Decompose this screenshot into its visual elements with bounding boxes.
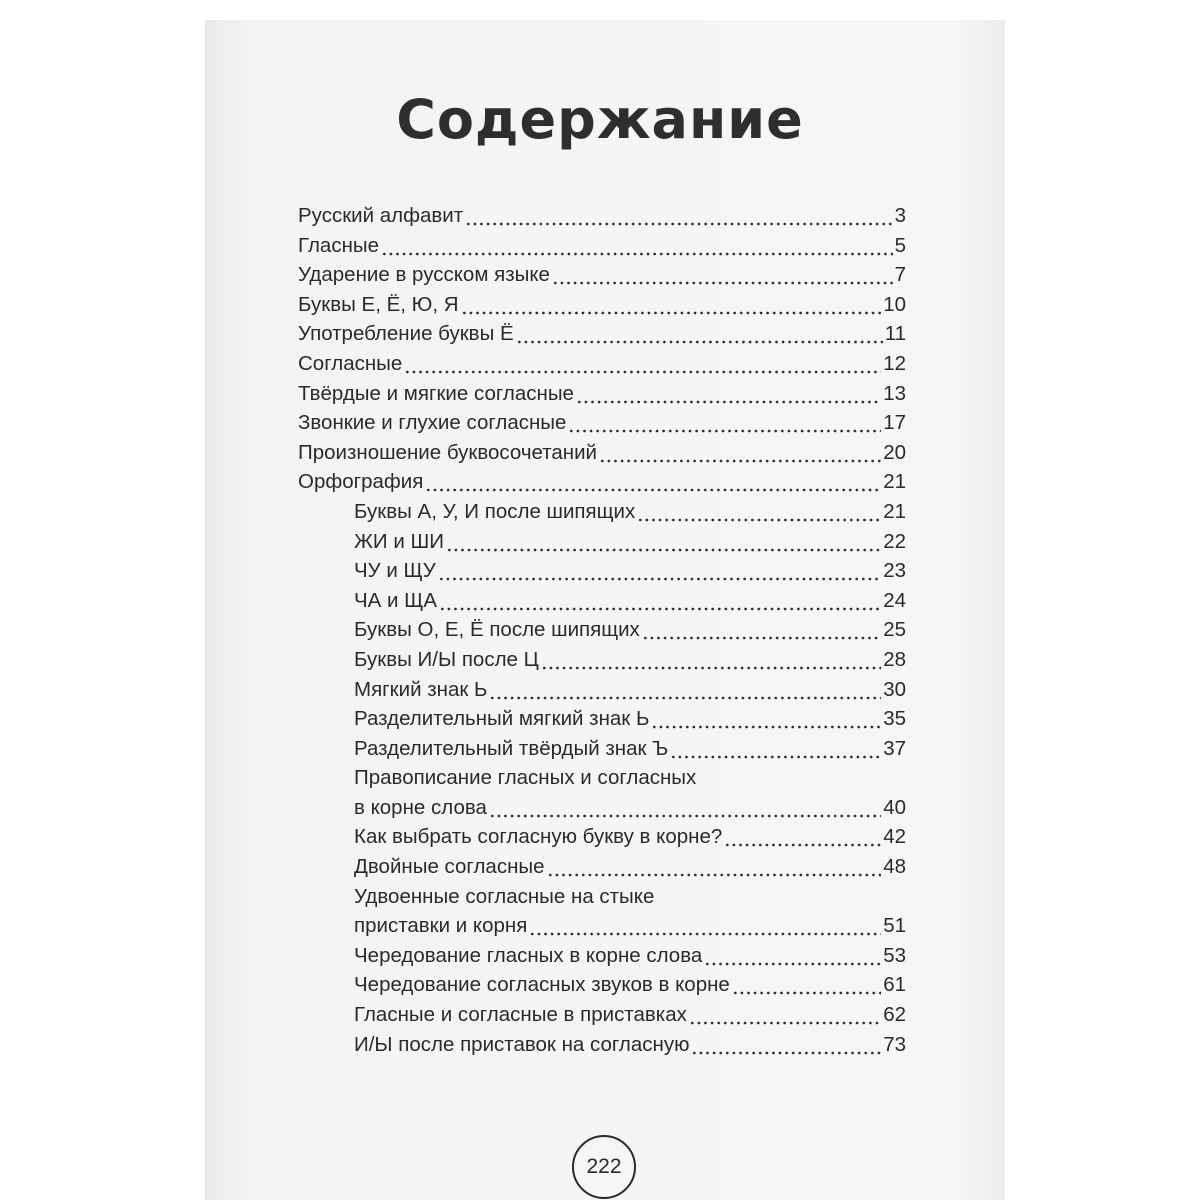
dot-leader xyxy=(489,793,881,823)
toc-entry-page: 21 xyxy=(883,470,906,494)
toc-entry-page: 25 xyxy=(883,618,906,642)
toc-entry-label: Как выбрать согласную букву в корне? xyxy=(354,825,723,849)
toc-entry-page: 48 xyxy=(883,855,906,879)
dot-leader xyxy=(404,349,881,379)
toc-entry xyxy=(298,467,906,497)
toc-subentry xyxy=(298,734,906,764)
dot-leader xyxy=(552,260,893,290)
toc-entry xyxy=(298,290,906,320)
toc-entry xyxy=(298,408,906,438)
toc-entry-label: И/Ы после приставок на согласную xyxy=(354,1032,690,1056)
toc-entry-page: 73 xyxy=(883,1032,906,1056)
toc-entry-page: 53 xyxy=(883,943,906,967)
dot-leader xyxy=(670,734,881,764)
toc-entry-label: Русский алфавит xyxy=(298,204,464,227)
toc-subentry xyxy=(298,1030,906,1060)
toc-subentry xyxy=(298,970,906,1000)
toc-subentry xyxy=(298,497,906,527)
toc-entry xyxy=(298,201,906,231)
table-of-contents xyxy=(298,201,906,1059)
toc-entry-label: в корне слова xyxy=(354,795,487,819)
dot-leader xyxy=(516,319,883,349)
toc-entry-label: Согласные xyxy=(298,351,403,375)
toc-entry-label: Разделительный мягкий знак Ь xyxy=(354,707,650,731)
toc-subentry xyxy=(298,822,906,852)
toc-entry-label: Гласные и согласные в приставках xyxy=(354,1003,687,1027)
page-title: Содержание xyxy=(396,88,804,151)
toc-entry-label: Буквы О, Е, Ё после шипящих xyxy=(354,618,640,642)
toc-entry-label: Двойные согласные xyxy=(354,855,545,879)
toc-entry-label: Буквы Е, Ё, Ю, Я xyxy=(298,292,459,316)
toc-entry-label: Буквы А, У, И после шипящих xyxy=(354,499,636,523)
toc-subentry xyxy=(298,586,906,616)
toc-entry-page: 22 xyxy=(883,529,906,553)
toc-entry-page: 35 xyxy=(883,707,906,731)
toc-entry xyxy=(298,319,906,349)
dot-leader xyxy=(642,615,881,645)
toc-subentry xyxy=(298,793,906,823)
toc-entry-label: Буквы И/Ы после Ц xyxy=(354,647,539,671)
dot-leader xyxy=(529,911,881,941)
dot-leader xyxy=(724,822,881,852)
dot-leader xyxy=(446,527,881,557)
toc-entry-page: 11 xyxy=(884,322,906,346)
dot-leader xyxy=(568,408,881,438)
toc-entry-label: Употребление буквы Ё xyxy=(298,322,514,346)
toc-entry-page: 37 xyxy=(883,736,906,760)
dot-leader xyxy=(576,379,881,409)
dot-leader xyxy=(438,556,881,586)
toc-entry-label: ЧА и ЩА xyxy=(354,588,438,612)
toc-entry-page: 61 xyxy=(883,973,906,997)
dot-leader xyxy=(425,467,881,497)
toc-entry-label: Орфография xyxy=(298,470,424,494)
toc-entry-page: 3 xyxy=(894,204,906,227)
dot-leader xyxy=(465,201,892,231)
toc-entry-label: Звонкие и глухие согласные xyxy=(298,411,567,435)
toc-entry-label: Ударение в русском языке xyxy=(298,263,550,287)
toc-entry-label: Разделительный твёрдый знак Ъ xyxy=(354,736,669,760)
toc-entry-label: Мягкий знак Ь xyxy=(354,677,488,701)
toc-entry-page: 17 xyxy=(883,411,906,435)
dot-leader xyxy=(704,941,881,971)
toc-entry-page: 20 xyxy=(883,440,906,464)
toc-entry xyxy=(298,260,906,290)
dot-leader xyxy=(541,645,881,675)
dot-leader xyxy=(439,586,881,616)
toc-entry-page: 7 xyxy=(894,263,906,287)
toc-entry-label: Чередование гласных в корне слова xyxy=(354,943,703,967)
toc-subentry xyxy=(298,556,906,586)
toc-entry-label: Чередование согласных звуков в корне xyxy=(354,973,730,997)
dot-leader xyxy=(637,497,881,527)
dot-leader xyxy=(691,1030,881,1060)
toc-entry-page: 24 xyxy=(883,588,906,612)
toc-entry-label: ЧУ и ЩУ xyxy=(354,559,436,583)
toc-entry-page: 51 xyxy=(883,914,906,938)
toc-subentry xyxy=(298,675,906,705)
toc-subentry-first-line: Правописание гласных и согласных xyxy=(354,766,697,790)
toc-subentry xyxy=(298,911,906,941)
toc-subentry xyxy=(298,704,906,734)
toc-entry-label: Произношение буквосочетаний xyxy=(298,440,598,464)
dot-leader xyxy=(381,231,893,261)
dot-leader xyxy=(599,438,881,468)
toc-entry-page: 30 xyxy=(883,677,906,701)
toc-entry-page: 23 xyxy=(883,559,906,583)
dot-leader xyxy=(547,852,882,882)
toc-subentry xyxy=(298,527,906,557)
toc-subentry-first-line: Удвоенные согласные на стыке xyxy=(354,884,655,908)
toc-subentry xyxy=(298,1000,906,1030)
toc-entry-page: 13 xyxy=(883,381,906,405)
dot-leader xyxy=(689,1000,881,1030)
toc-entry xyxy=(298,349,906,379)
dot-leader xyxy=(461,290,882,320)
toc-entry-label: Гласные xyxy=(298,233,380,257)
toc-entry-label: ЖИ и ШИ xyxy=(354,529,445,553)
toc-entry xyxy=(298,231,906,261)
toc-entry-page: 42 xyxy=(883,825,906,849)
toc-entry-label: приставки и корня xyxy=(354,914,528,938)
dot-leader xyxy=(489,675,881,705)
page-number: 222 xyxy=(572,1135,636,1199)
dot-leader xyxy=(651,704,881,734)
toc-entry xyxy=(298,379,906,409)
dot-leader xyxy=(732,970,881,1000)
toc-entry-page: 62 xyxy=(883,1003,906,1027)
toc-subentry xyxy=(298,852,906,882)
toc-subentry xyxy=(298,615,906,645)
toc-entry-page: 10 xyxy=(883,292,906,316)
toc-entry-page: 40 xyxy=(883,795,906,819)
toc-entry-page: 12 xyxy=(883,351,906,375)
toc-subentry xyxy=(298,645,906,675)
toc-entry-page: 21 xyxy=(883,499,906,523)
toc-subentry xyxy=(298,941,906,971)
toc-entry xyxy=(298,438,906,468)
toc-entry-page: 28 xyxy=(883,647,906,671)
toc-entry-page: 5 xyxy=(894,233,906,257)
toc-entry-label: Твёрдые и мягкие согласные xyxy=(298,381,574,405)
